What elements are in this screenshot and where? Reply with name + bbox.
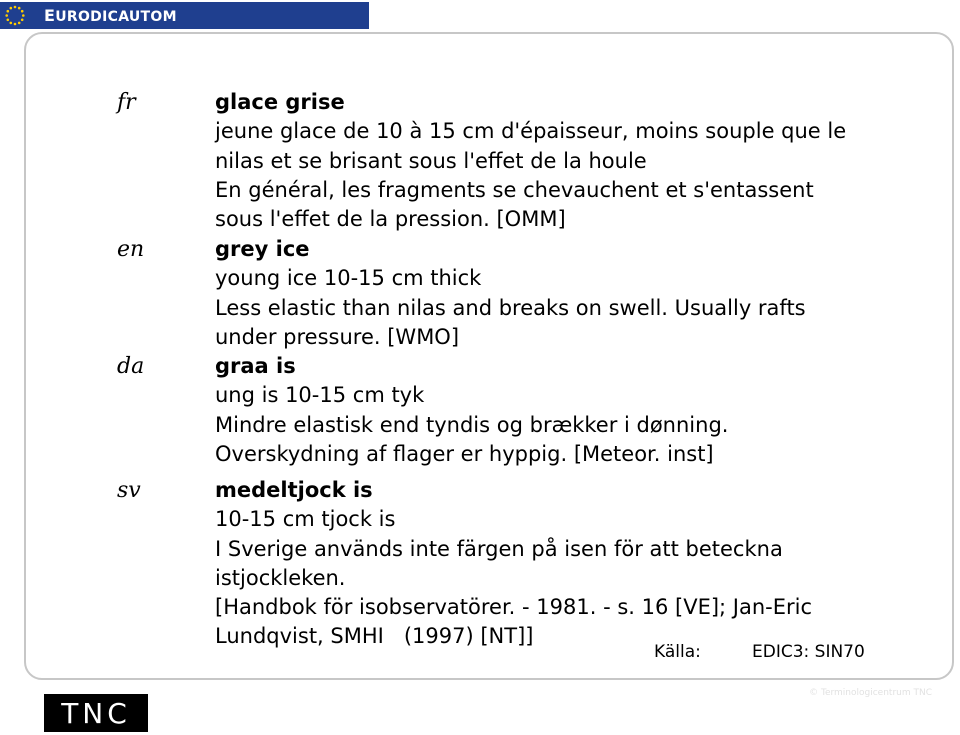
term-name: grey ice [215, 237, 310, 261]
term-name: glace grise [215, 90, 345, 114]
entry-text [215, 235, 895, 352]
definition-line: ung is 10-15 cm tyk [215, 383, 425, 408]
definition-line: jeune glace de 10 à 15 cm d'épaisseur, moins souple que le [215, 119, 847, 144]
term-name: medeltjock is [215, 478, 373, 502]
definition-line: 10-15 cm tjock is [215, 507, 396, 532]
source-value: EDIC3: SIN70 [752, 642, 865, 662]
definition-line: istjockleken. [215, 565, 346, 590]
definition-line: sous l'effet de la pression. [OMM] [215, 207, 566, 232]
definition-line: under pressure. [WMO] [215, 324, 460, 349]
eu-flag-icon [2, 3, 28, 28]
definition-line: nilas et se brisant sous l'effet de la houle [215, 148, 647, 173]
entry-text [215, 476, 895, 652]
app-title: EURODICAUTOM [44, 6, 177, 25]
lang-code: sv [117, 478, 141, 503]
lang-code: fr [117, 90, 136, 115]
definition-line: En général, les fragments se chevauchent et s'entassent [215, 177, 814, 202]
definition-line: Mindre elastisk end tyndis og brækker i dønning. [215, 412, 729, 437]
term-name: graa is [215, 354, 296, 378]
term-card [24, 32, 954, 680]
definition-line: [Handbok för isobservatörer. - 1981. - s. 16 [VE]; Jan-Eric [215, 595, 813, 620]
header-banner [0, 2, 369, 29]
definition-line: I Sverige används inte färgen på isen för att beteckna [215, 536, 783, 561]
lang-code: en [117, 237, 145, 262]
source-reference [654, 642, 865, 662]
copyright-text: © Terminologicentrum TNC [809, 688, 932, 698]
source-label: Källa: [654, 642, 701, 662]
entry-text [215, 352, 895, 469]
definition-line: young ice 10-15 cm thick [215, 266, 482, 291]
definition-line: Overskydning af flager er hyppig. [Meteor. inst] [215, 441, 714, 466]
lang-code: da [117, 354, 145, 379]
tnc-logo: TNC [44, 694, 148, 732]
entry-text [215, 88, 895, 234]
definition-line: Lundqvist, SMHI (1997) [NT]] [215, 624, 534, 649]
definition-line: Less elastic than nilas and breaks on swell. Usually rafts [215, 295, 806, 320]
